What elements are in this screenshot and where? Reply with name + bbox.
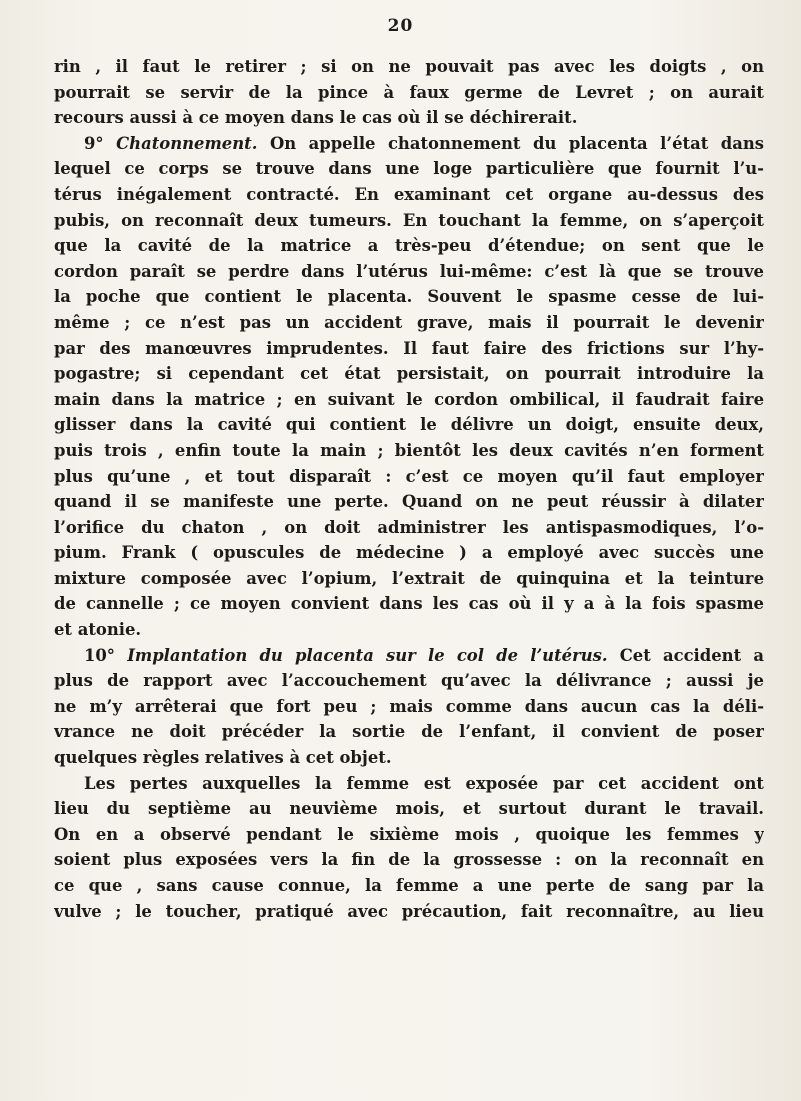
text-line: lequel ce corps se trouve dans une loge particulière que fournit l’u-: [54, 159, 764, 179]
text-line: par des manœuvres imprudentes. Il faut faire des frictions sur l’hy-: [54, 338, 764, 358]
section-10-heading-line: [54, 643, 764, 669]
text-line: ne m’y arrêterai que fort peu ; mais comme dans aucun cas la déli-: [54, 696, 764, 716]
text-line: pubis, on reconnaît deux tumeurs. En touchant la femme, on s’aperçoit: [54, 210, 764, 230]
section-10-number: 10°: [84, 645, 116, 665]
text-line: rin , il faut le retirer ; si on ne pouvait pas avec les doigts , on: [54, 57, 764, 76]
section-9-number: 9°: [84, 133, 104, 153]
text-line: main dans la matrice ; en suivant le cordon ombilical, il faudrait faire: [54, 389, 764, 409]
page-number: 20: [387, 16, 414, 36]
text-line: pium. Frank ( opuscules de médecine ) a employé avec succès une: [54, 543, 764, 563]
text-line: cordon paraît se perdre dans l’utérus lui-même: c’est là que se trouve: [54, 261, 764, 281]
text-line: l’orifice du chaton , on doit administrer les antispasmodiques, l’o-: [54, 517, 764, 537]
text-line: la poche que contient le placenta. Souvent le spasme cesse de lui-: [54, 287, 764, 307]
section-9-text: On appelle chatonnement du placenta l’état dans: [269, 133, 764, 153]
text-line: Les pertes auxquelles la femme est exposée par cet accident ont: [84, 773, 764, 793]
body-text: [54, 54, 764, 924]
text-line: plus de rapport avec l’accouchement qu’avec la délivrance ; aussi je: [54, 671, 764, 691]
text-line: de cannelle ; ce moyen convient dans les cas où il y a à la fois spasme: [54, 594, 764, 614]
text-line: puis trois , enfin toute la main ; bientôt les deux cavités n’en forment: [54, 440, 764, 460]
text-line: que la cavité de la matrice a très-peu d’étendue; on sent que le: [54, 236, 764, 256]
text-line: quelques règles relatives à cet objet.: [54, 748, 392, 768]
text-line: recours aussi à ce moyen dans le cas où il se déchirerait.: [54, 108, 578, 128]
text-line: plus qu’une , et tout disparaît : c’est ce moyen qu’il faut employer: [54, 466, 764, 486]
text-line: pourrait se servir de la pince à faux germe de Levret ; on aurait: [54, 82, 764, 102]
text-line: On en a observé pendant le sixième mois , quoique les femmes y: [54, 824, 764, 844]
section-9-title: Chatonnement.: [116, 133, 258, 153]
section-10-text: Cet accident a: [619, 645, 764, 665]
text-line: glisser dans la cavité qui contient le délivre un doigt, ensuite deux,: [54, 415, 764, 435]
text-line: mixture composée avec l’opium, l’extrait de quinquina et la teinture: [54, 568, 764, 588]
text-line: même ; ce n’est pas un accident grave, mais il pourrait le devenir: [54, 312, 764, 332]
section-9-heading-line: [54, 131, 764, 157]
text-line: vrance ne doit précéder la sortie de l’enfant, il convient de poser: [54, 722, 764, 742]
text-line: quand il se manifeste une perte. Quand on ne peut réussir à dilater: [54, 492, 764, 512]
text-line: et atonie.: [54, 620, 142, 640]
text-line: térus inégalement contracté. En examinant cet organe au-dessus des: [54, 184, 764, 204]
section-10-title: Implantation du placenta sur le col de l’utérus.: [127, 645, 608, 665]
text-line: lieu du septième au neuvième mois, et surtout durant le travail.: [54, 799, 764, 819]
text-line: vulve ; le toucher, pratiqué avec précaution, fait reconnaître, au lieu: [54, 901, 764, 921]
text-line: soient plus exposées vers la fin de la grossesse : on la reconnaît en: [54, 850, 764, 870]
text-line: pogastre; si cependant cet état persistait, on pourrait introduire la: [54, 364, 764, 384]
text-line: ce que , sans cause connue, la femme a une perte de sang par la: [54, 876, 764, 895]
